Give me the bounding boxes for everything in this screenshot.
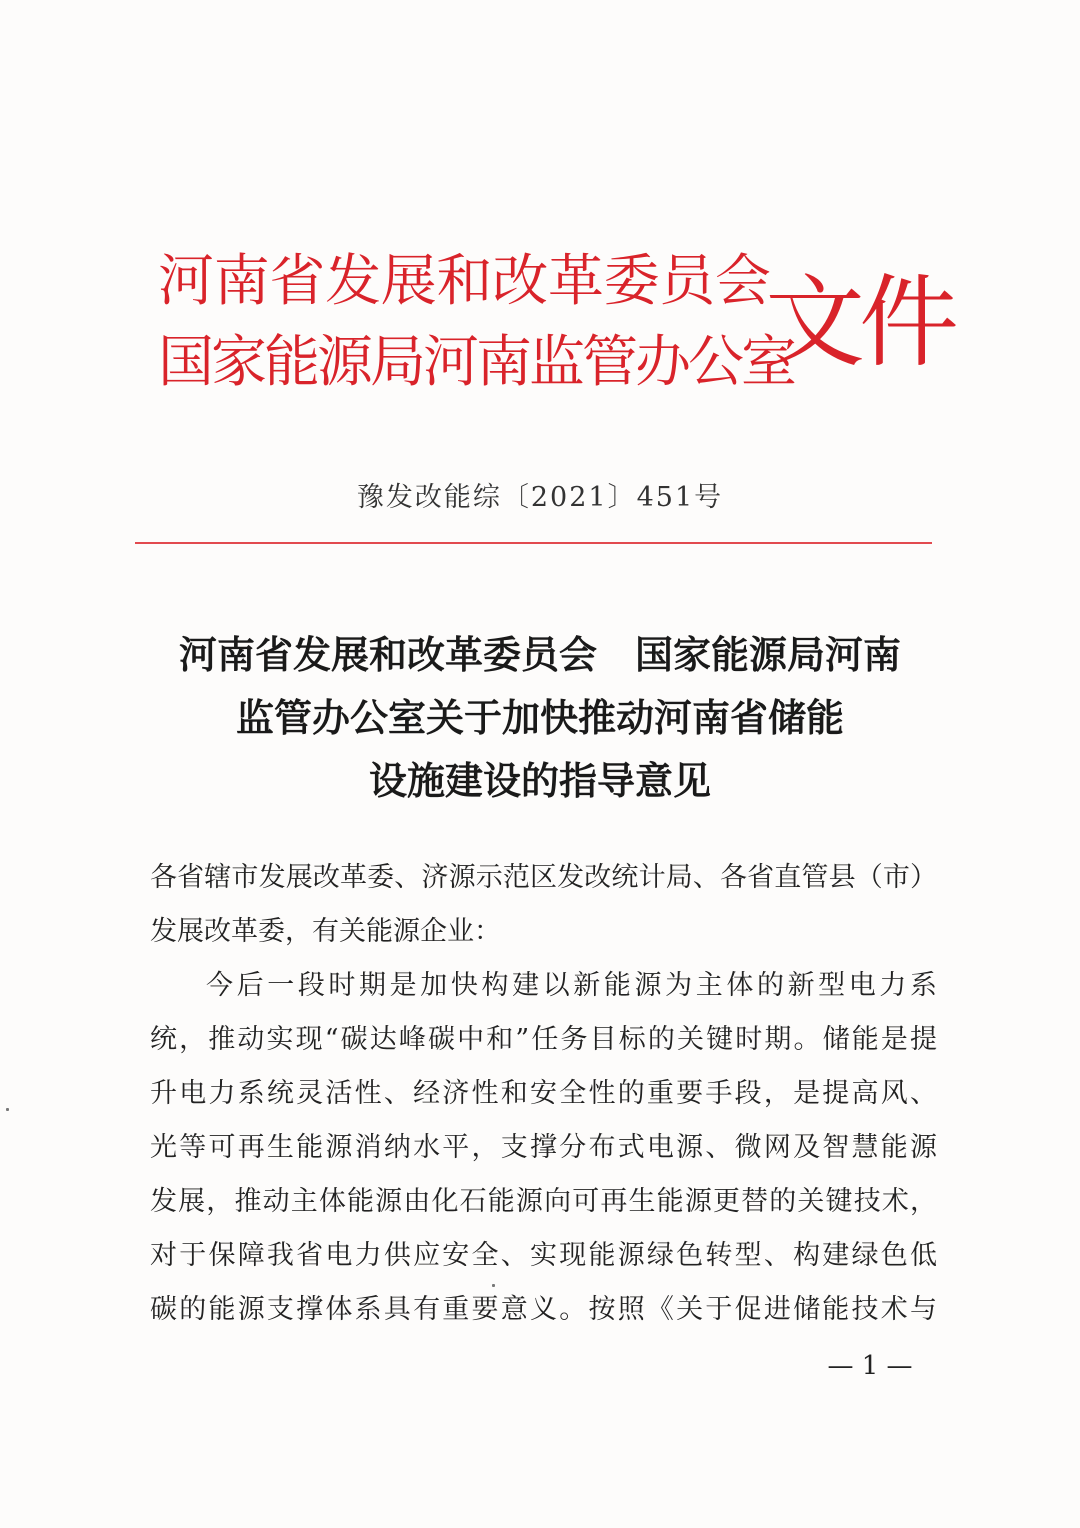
body-line-9: 碳的能源支撑体系具有重要意义。按照《关于促进储能技术与 bbox=[150, 1294, 937, 1325]
document-title-line-2: 监管办公室关于加快推动河南省储能 bbox=[235, 696, 844, 740]
document-title-line-1: 河南省发展和改革委员会 国家能源局河南 bbox=[178, 633, 901, 677]
page-number: — 1 — bbox=[827, 1351, 913, 1381]
body-line-6: 光等可再生能源消纳水平，支撑分布式电源、微网及智慧能源 bbox=[150, 1132, 937, 1163]
issuing-org-line-1: 河南省发展和改革委员会 bbox=[158, 249, 768, 314]
body-line-8: 对于保障我省电力供应安全、实现能源绿色转型、构建绿色低 bbox=[150, 1240, 937, 1271]
body-line-3: 今后一段时期是加快构建以新能源为主体的新型电力系 bbox=[206, 970, 937, 1001]
body-line-recipients-1: 各省辖市发展改革委、济源示范区发改统计局、各省直管县（市） bbox=[150, 862, 937, 893]
body-line-5: 升电力系统灵活性、经济性和安全性的重要手段，是提高风、 bbox=[150, 1078, 937, 1109]
document-number: 豫发改能综〔2021〕451号 bbox=[356, 482, 724, 513]
scan-speck bbox=[492, 1284, 495, 1287]
body-line-recipients-2: 发展改革委，有关能源企业： bbox=[150, 916, 501, 947]
body-line-7: 发展，推动主体能源由化石能源向可再生能源更替的关键技术， bbox=[150, 1186, 937, 1217]
issuing-org-line-2: 国家能源局河南监管办公室 bbox=[158, 330, 794, 395]
document-type-label: 文件 bbox=[765, 264, 953, 381]
scan-speck bbox=[6, 1108, 9, 1111]
body-line-4: 统，推动实现“碳达峰碳中和”任务目标的关键时期。储能是提 bbox=[150, 1024, 937, 1055]
document-title-line-3: 设施建设的指导意见 bbox=[368, 759, 711, 803]
red-separator-line bbox=[135, 542, 932, 544]
